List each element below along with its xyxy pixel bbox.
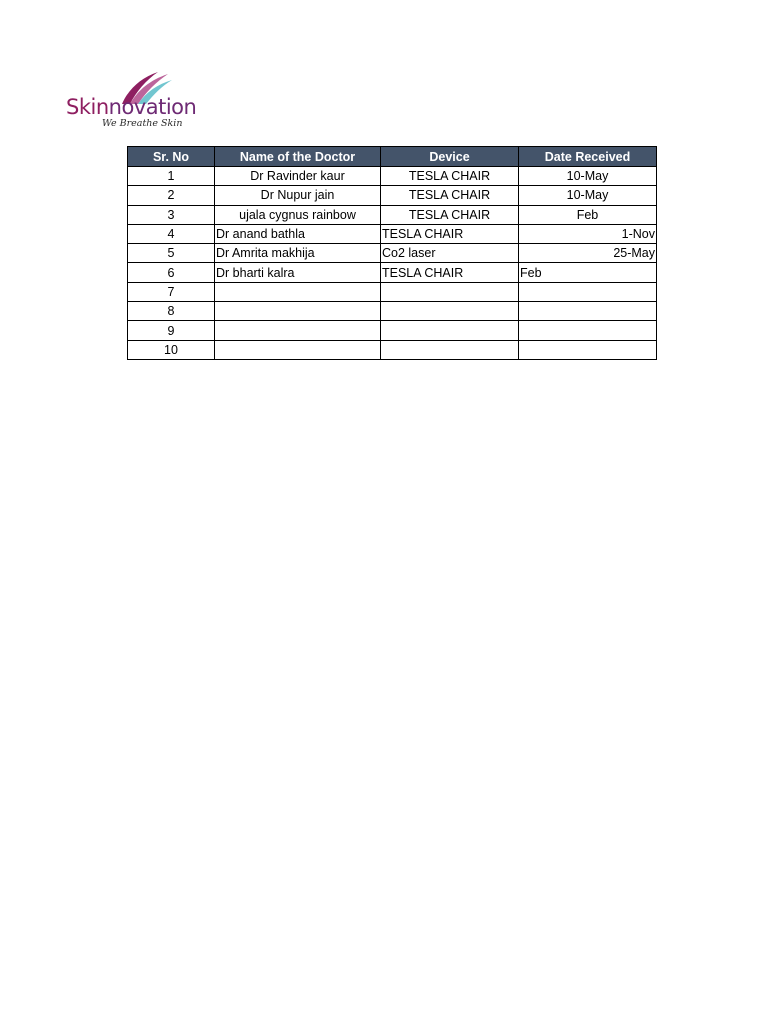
cell-date-received: 10-May xyxy=(519,167,657,186)
cell-date-received xyxy=(519,340,657,359)
cell-device xyxy=(381,321,519,340)
cell-device xyxy=(381,302,519,321)
cell-sr-no: 2 xyxy=(128,186,215,205)
company-logo xyxy=(66,70,196,132)
cell-date-received xyxy=(519,302,657,321)
cell-sr-no: 4 xyxy=(128,224,215,243)
cell-device xyxy=(381,282,519,301)
table-row xyxy=(128,340,657,359)
cell-date-received: 25-May xyxy=(519,244,657,263)
cell-date-received: Feb xyxy=(519,263,657,282)
cell-date-received xyxy=(519,321,657,340)
doctor-device-table xyxy=(127,146,657,360)
cell-doctor-name: Dr anand bathla xyxy=(215,224,381,243)
cell-date-received: Feb xyxy=(519,205,657,224)
logo-word-part1: Skin xyxy=(66,95,109,119)
table-row xyxy=(128,282,657,301)
logo-wordmark xyxy=(66,94,196,120)
cell-doctor-name xyxy=(215,321,381,340)
table-row xyxy=(128,167,657,186)
cell-date-received: 10-May xyxy=(519,186,657,205)
table-row xyxy=(128,205,657,224)
cell-sr-no: 3 xyxy=(128,205,215,224)
cell-doctor-name: Dr bharti kalra xyxy=(215,263,381,282)
logo-word-part2: novation xyxy=(108,95,197,119)
cell-device: TESLA CHAIR xyxy=(381,263,519,282)
table-row xyxy=(128,224,657,243)
cell-doctor-name: Dr Ravinder kaur xyxy=(215,167,381,186)
cell-device xyxy=(381,340,519,359)
cell-doctor-name xyxy=(215,282,381,301)
table-row xyxy=(128,263,657,282)
table-row xyxy=(128,321,657,340)
cell-date-received: 1-Nov xyxy=(519,224,657,243)
cell-sr-no: 6 xyxy=(128,263,215,282)
cell-sr-no: 5 xyxy=(128,244,215,263)
cell-sr-no: 7 xyxy=(128,282,215,301)
cell-device: Co2 laser xyxy=(381,244,519,263)
table-header-row xyxy=(128,147,657,167)
logo-tagline: We Breathe Skin xyxy=(102,118,183,129)
cell-doctor-name: Dr Amrita makhija xyxy=(215,244,381,263)
cell-sr-no: 8 xyxy=(128,302,215,321)
cell-device: TESLA CHAIR xyxy=(381,167,519,186)
cell-doctor-name xyxy=(215,340,381,359)
header-doctor-name: Name of the Doctor xyxy=(215,147,381,167)
table-row xyxy=(128,186,657,205)
cell-device: TESLA CHAIR xyxy=(381,224,519,243)
cell-device: TESLA CHAIR xyxy=(381,186,519,205)
cell-sr-no: 9 xyxy=(128,321,215,340)
cell-doctor-name: Dr Nupur jain xyxy=(215,186,381,205)
cell-sr-no: 10 xyxy=(128,340,215,359)
cell-device: TESLA CHAIR xyxy=(381,205,519,224)
header-device: Device xyxy=(381,147,519,167)
table-row xyxy=(128,244,657,263)
header-sr-no: Sr. No xyxy=(128,147,215,167)
cell-sr-no: 1 xyxy=(128,167,215,186)
header-date-received: Date Received xyxy=(519,147,657,167)
table-row xyxy=(128,302,657,321)
cell-doctor-name xyxy=(215,302,381,321)
cell-doctor-name: ujala cygnus rainbow xyxy=(215,205,381,224)
cell-date-received xyxy=(519,282,657,301)
